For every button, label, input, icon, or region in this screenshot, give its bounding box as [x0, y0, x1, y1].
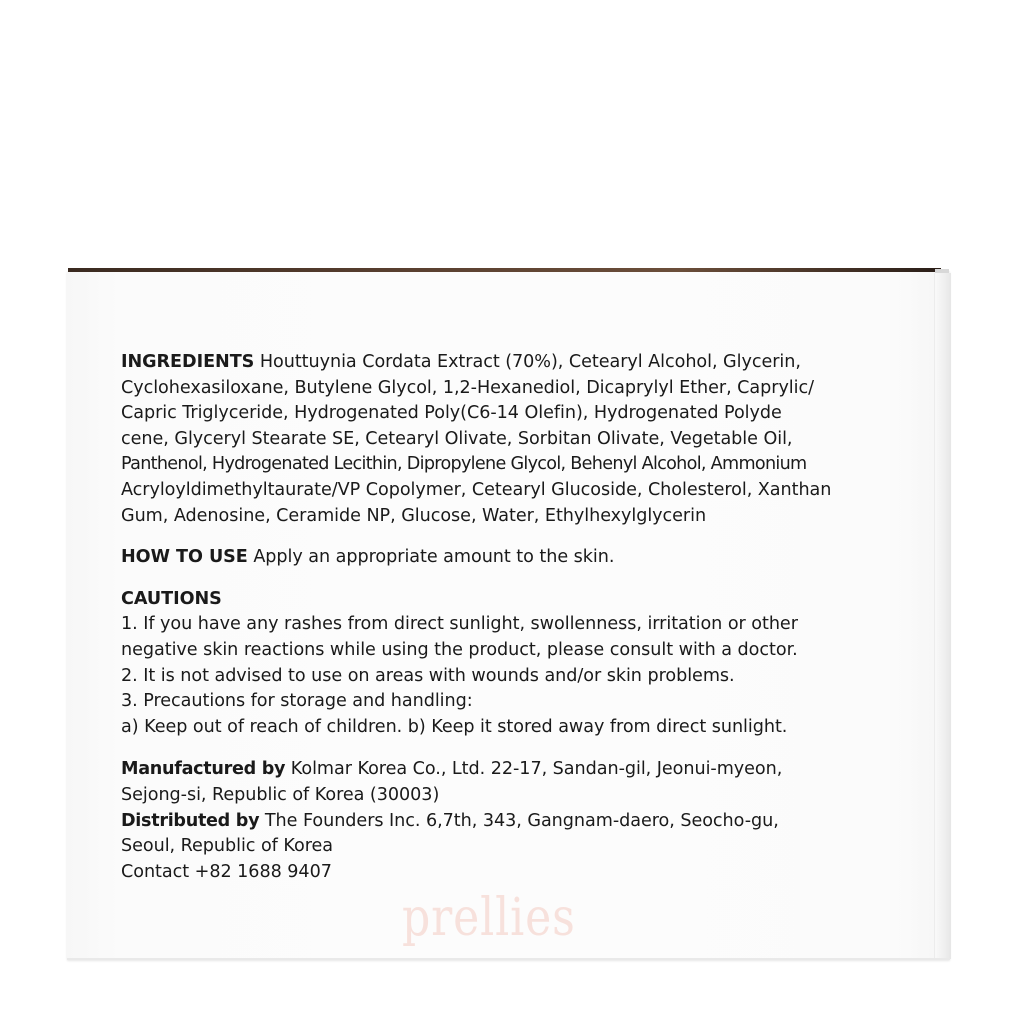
- distributor-text-1: The Founders Inc. 6,7th, 343, Gangnam-daero, Seocho-gu,: [259, 810, 779, 831]
- box-bottom-edge: [67, 958, 950, 960]
- ingredients-line-5: Panthenol, Hydrogenated Lecithin, Dipropylene Glycol, Behenyl Alcohol, Ammonium: [121, 454, 807, 475]
- ingredients-label: INGREDIENTS: [121, 352, 255, 372]
- ingredients-line-1: [121, 350, 911, 376]
- caution-line-5: a) Keep out of reach of children. b) Keep it stored away from direct sunlight.: [121, 716, 788, 737]
- ingredients-line-7: Gum, Adenosine, Ceramide NP, Glucose, Water, Ethylhexylglycerin: [121, 505, 707, 526]
- distributor-line-1: [121, 809, 911, 835]
- ingredients-line-4: cene, Glyceryl Stearate SE, Cetearyl Olivate, Sorbitan Olivate, Vegetable Oil,: [121, 428, 793, 449]
- caution-line-3: 2. It is not advised to use on areas with wounds and/or skin problems.: [121, 665, 735, 686]
- caution-line-4: 3. Precautions for storage and handling:: [121, 691, 473, 712]
- how-to-use-section: [121, 545, 911, 571]
- ingredients-line-3: Capric Triglyceride, Hydrogenated Poly(C6-14 Olefin), Hydrogenated Polyde: [121, 403, 782, 424]
- ingredients-line-6: Acryloyldimethyltaurate/VP Copolymer, Cetearyl Glucoside, Cholesterol, Xanthan: [121, 479, 832, 500]
- manufacturer-text-1: Kolmar Korea Co., Ltd. 22-17, Sandan-gil, Jeonui-myeon,: [285, 759, 783, 780]
- ingredients-section: [121, 350, 911, 529]
- watermark-logo: prellies: [402, 888, 576, 948]
- distributor-line-2: Seoul, Republic of Korea: [121, 836, 333, 857]
- distributor-label: Distributed by: [121, 810, 260, 831]
- how-to-use-label: HOW TO USE: [121, 547, 248, 568]
- company-section: [121, 757, 911, 885]
- how-to-use-text: Apply an appropriate amount to the skin.: [247, 547, 615, 568]
- manufacturer-line-1: [121, 757, 911, 783]
- ingredients-line-2: Cyclohexasiloxane, Butylene Glycol, 1,2-Hexanediol, Dicaprylyl Ether, Caprylic/: [121, 377, 814, 398]
- ingredients-text-1: Houttuynia Cordata Extract (70%), Cetearyl Alcohol, Glycerin,: [254, 352, 801, 372]
- manufacturer-line-2: Sejong-si, Republic of Korea (30003): [121, 784, 440, 805]
- contact-line: Contact +82 1688 9407: [121, 861, 332, 882]
- cautions-section: [121, 587, 911, 741]
- manufacturer-label: Manufactured by: [121, 759, 286, 780]
- box-top-edge: [68, 268, 941, 272]
- box-right-bevel: [934, 273, 951, 959]
- caution-line-1: 1. If you have any rashes from direct sunlight, swollenness, irritation or other: [121, 614, 798, 635]
- cautions-label: CAUTIONS: [121, 588, 222, 609]
- caution-line-2: negative skin reactions while using the product, please consult with a doctor.: [121, 639, 798, 660]
- label-panel: [121, 350, 911, 885]
